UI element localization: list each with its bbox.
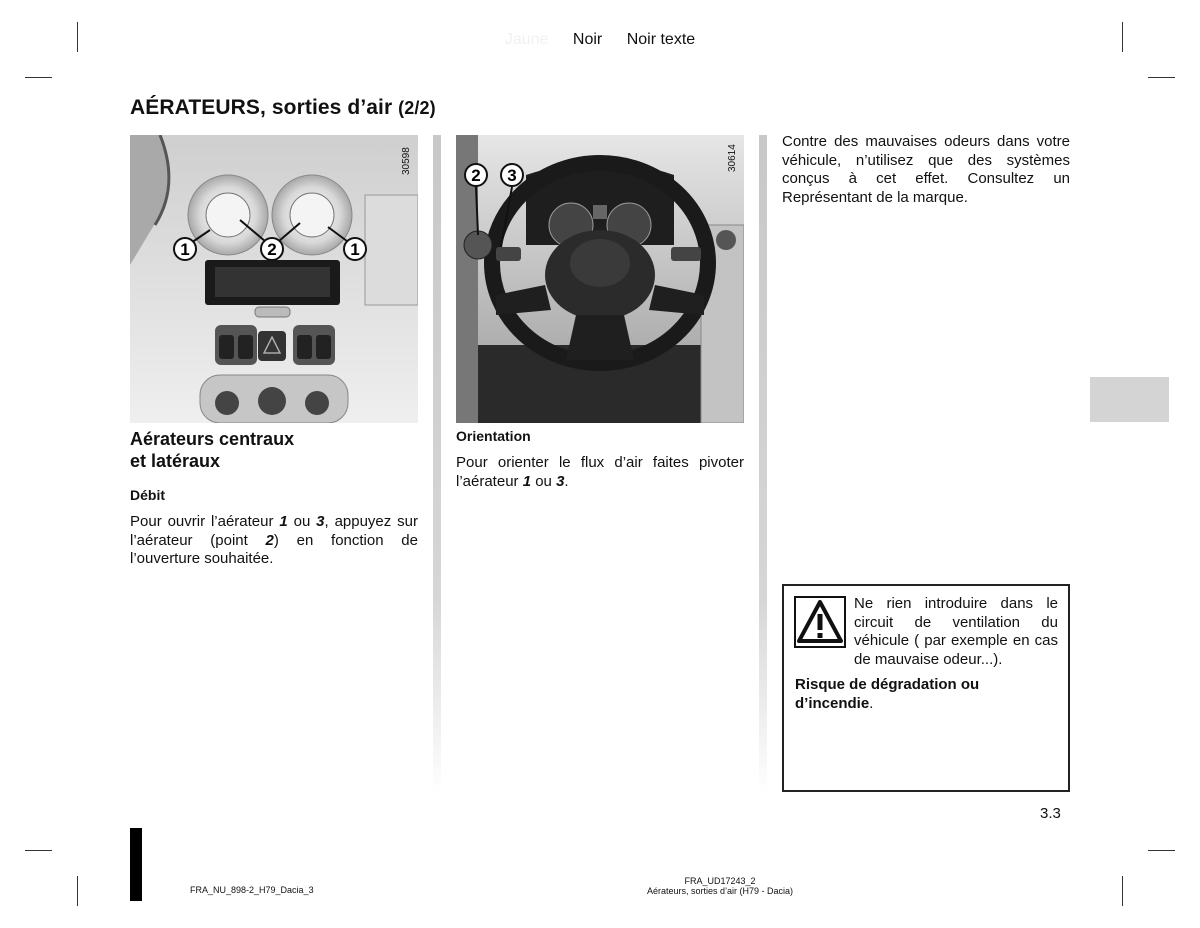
title-part: (2/2) — [398, 98, 436, 118]
warning-box — [782, 584, 1070, 792]
crop-mark — [77, 876, 78, 906]
callout-2: 2 — [267, 240, 277, 259]
section-heading: Aérateurs centraux et latéraux — [130, 429, 295, 471]
odour-paragraph: Contre des mauvaises odeurs dans votre véhicule, n’utilisez que des systèmes conçus à cet effet. Consultez un Représentant de la marque. — [782, 133, 1070, 206]
debit-paragraph: Pour ouvrir l’aérateur 1 ou 3, appuyez sur l’aérateur (point 2) en fonction de l’ouverture souhaitée. — [130, 513, 418, 567]
print-bar — [130, 828, 142, 901]
subheading-orientation: Orientation — [456, 428, 531, 444]
callout-2: 2 — [471, 166, 481, 185]
dashboard-vents-illustration — [130, 135, 418, 423]
crop-mark — [1148, 850, 1175, 851]
chapter-tab — [1090, 377, 1169, 422]
orientation-paragraph: Pour orienter le flux d’air faites pivoter l’aérateur 1 ou 3. — [456, 454, 744, 490]
column-separator — [759, 135, 767, 795]
crop-mark — [25, 850, 52, 851]
callout-3: 3 — [507, 166, 517, 185]
warning-risk: Risque de dégradation ou d’incendie. — [795, 676, 980, 712]
crop-mark — [1122, 876, 1123, 906]
color-plates — [0, 31, 1200, 49]
callout-1-left: 1 — [180, 240, 190, 259]
footer-center: FRA_UD17243_2 Aérateurs, sorties d’air (H79 - Dacia) — [646, 876, 794, 896]
plate-noir: Noir — [572, 31, 603, 48]
warning-triangle-icon — [794, 596, 846, 648]
image-code-left: 30598 — [401, 147, 412, 175]
callout-1-right: 1 — [350, 240, 360, 259]
crop-mark — [1148, 77, 1175, 78]
crop-mark — [25, 77, 52, 78]
footer-left: FRA_NU_898-2_H79_Dacia_3 — [190, 885, 314, 895]
plate-noir-texte: Noir texte — [626, 31, 696, 48]
page-title: AÉRATEURS, sorties d’air (2/2) — [130, 96, 436, 119]
warning-text: Ne rien introduire dans le circuit de ventilation du véhicule ( par exemple en cas de mauvaise odeur...). — [854, 595, 1058, 668]
page-number: 3.3 — [1040, 805, 1061, 822]
column-separator — [433, 135, 441, 795]
image-code-right: 30614 — [727, 144, 738, 172]
plate-jaune: Jaune — [504, 31, 549, 48]
steering-wheel-illustration — [456, 135, 744, 423]
subheading-debit: Débit — [130, 487, 165, 503]
